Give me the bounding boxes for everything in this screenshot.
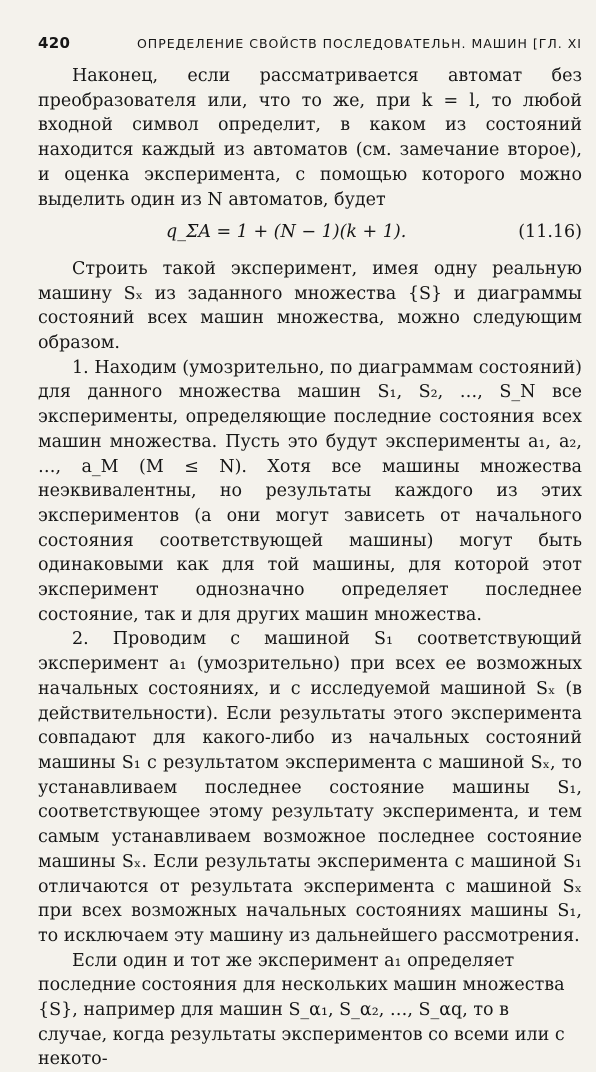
paragraph-construction: Строить такой эксперимент, имея одну реальную машину Sₓ из заданного множества {S} и диаграммы состояний всех машин множества, можно следующим образом.	[38, 258, 582, 354]
paragraph-step-2: 2. Проводим с машиной S₁ соответствующий эксперимент a₁ (умозрительно) при всех ее возможных начальных состояниях, и с исследуемой машиной Sₓ (в действительности). Если результаты этого эксперимента совпадают для какого-либо из начальных состояний машины S₁ с результатом эксперимента с машиной Sₓ, то устанавливаем последнее состояние машины S₁, соответствующее этому результату эксперимента, и тем самым устанавливаем возможное последнее состояние машины Sₓ. Если результаты эксперимента с машиной S₁ отличаются от результата эксперимента с машиной Sₓ при всех возможных начальных состояниях машины S₁, то исключаем эту машину из дальнейшего рассмотрения.	[38, 629, 582, 946]
equation-expression: q_ΣA = 1 + (N − 1)(k + 1).	[166, 222, 407, 243]
running-title: ОПРЕДЕЛЕНИЕ СВОЙСТВ ПОСЛЕДОВАТЕЛЬН. МАШИН [ГЛ. XI	[136, 36, 582, 51]
equation-11-16	[38, 220, 582, 245]
paragraph-continuation: Если один и тот же эксперимент a₁ определяет последние состояния для нескольких машин множества {S}, например для машин S_α₁, S_α₂, …, S_αq, то в случае, когда результаты экспериментов со всеми или с некото-	[38, 950, 565, 1070]
paragraph-intro: Наконец, если рассматривается автомат без преобразователя или, что то же, при k = l, то любой входной символ определит, в каком из состояний находится каждый из автоматов (см. замечание второе), и оценка эксперимента, с помощью которого можно выделить один из N автоматов, будет	[38, 66, 582, 210]
paragraph-step-1: 1. Находим (умозрительно, по диаграммам состояний) для данного множества машин S₁, S₂, …, S_N все эксперименты, определяющие последние состояния всех машин множества. Пусть это будут эксперименты a₁, a₂, …, a_M (M ≤ N). Хотя все машины множества неэквивалентны, но результаты каждого из этих экспериментов (а они могут зависеть от начального состояния соответствующей машины) могут быть одинаковыми как для той машины, для которой этот эксперимент однозначно определяет последнее состояние, так и для других машин множества.	[38, 357, 582, 625]
running-header	[38, 34, 582, 52]
page-number: 420	[38, 34, 71, 52]
page-body	[38, 64, 582, 1072]
equation-number: (11.16)	[518, 222, 582, 243]
